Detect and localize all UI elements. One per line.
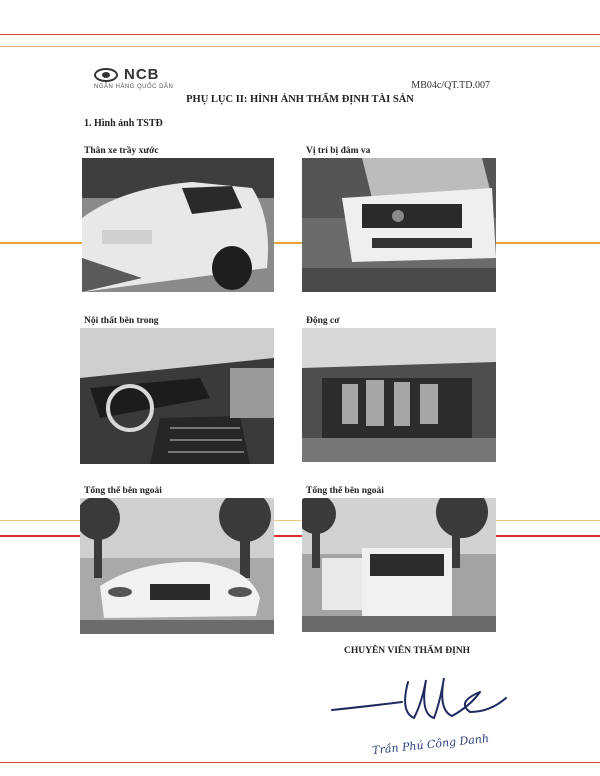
photo-caption: Động cơ: [306, 316, 340, 326]
bank-logo: [94, 66, 214, 96]
photo-caption: Thân xe trầy xước: [84, 146, 159, 156]
scan-artifact-line: [0, 34, 600, 35]
ncb-logo-icon: [94, 68, 118, 82]
car-exterior-front-photo: [80, 498, 274, 634]
bank-logo-text: NCB: [124, 66, 160, 83]
signer-name: Trần Phú Công Danh: [371, 731, 490, 758]
photo-caption: Vị trí bị đâm va: [306, 146, 371, 156]
scan-artifact-line: [0, 46, 600, 47]
document-code: MB04c/QT.TD.007: [411, 80, 490, 91]
scan-artifact-line: [0, 762, 600, 763]
photo-caption: Tổng thể bên ngoài: [306, 486, 384, 496]
car-engine-photo: [302, 328, 496, 462]
car-interior-photo: [80, 328, 274, 464]
bank-logo-subtitle: NGÂN HÀNG QUỐC DÂN: [94, 84, 174, 90]
photo-caption: Tổng thể bên ngoài: [84, 486, 162, 496]
photo-caption: Nội thất bên trong: [84, 316, 159, 326]
section-heading: 1. Hình ảnh TSTĐ: [84, 118, 163, 129]
car-exterior-rear-photo: [302, 498, 496, 632]
document-title: PHỤ LỤC II: HÌNH ẢNH THẨM ĐỊNH TÀI SẢN: [186, 94, 414, 105]
signer-title: CHUYÊN VIÊN THẨM ĐỊNH: [344, 646, 471, 656]
car-rear-scratch-photo: [82, 158, 274, 292]
car-front-damage-photo: [302, 158, 496, 292]
signature-scribble: [330, 662, 510, 734]
